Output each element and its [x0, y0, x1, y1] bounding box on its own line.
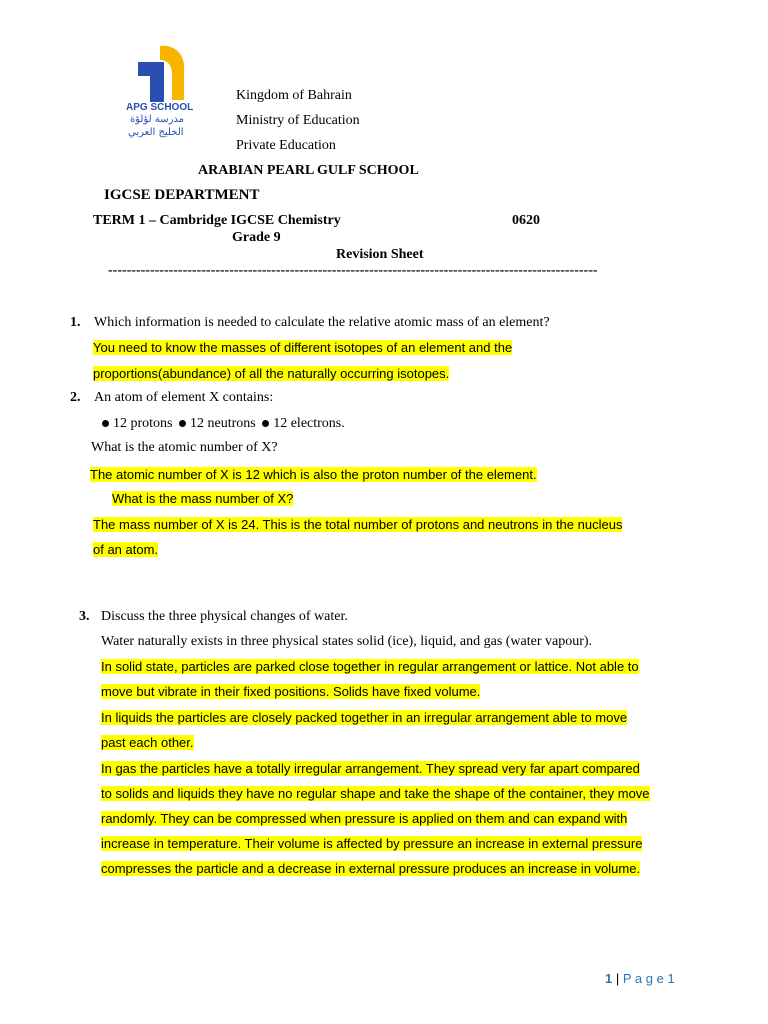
q3-answer-line: increase in temperature. Their volume is affected by pressure an increase in external pressure [101, 836, 643, 851]
q3-answer-line: move but vibrate in their fixed positions. Solids have fixed volume. [101, 684, 481, 699]
q2-sub-question-2: What is the mass number of X? [112, 491, 294, 506]
footer-separator: | [615, 971, 620, 986]
footer-page-label: P a g e 1 [622, 971, 675, 986]
logo-arabic-line1: مدرسة لؤلؤة [130, 114, 185, 125]
bullet-icon [179, 420, 186, 427]
header-divider: --------------------------------------------------------------------------------------------------------- [108, 263, 598, 278]
header-revision-sheet: Revision Sheet [336, 247, 424, 262]
header-grade: Grade 9 [232, 230, 281, 245]
footer-page-number: 1 [605, 971, 613, 986]
logo-arabic-line2: الخليج العربي [128, 127, 184, 138]
q1-answer-line1: You need to know the masses of different isotopes of an element and the [93, 340, 513, 355]
q2-bullet-list [102, 416, 345, 432]
bullet-icon [262, 420, 269, 427]
q3-answer-line: compresses the particle and a decrease in external pressure produces an increase in volume. [101, 861, 641, 876]
q1-question: Which information is needed to calculate the relative atomic mass of an element? [94, 315, 550, 330]
q3-answer-line: In liquids the particles are closely packed together in an irregular arrangement able to move [101, 710, 628, 725]
header-term: TERM 1 – Cambridge IGCSE Chemistry [93, 213, 341, 228]
q2-bullet-neutrons: 12 neutrons [190, 416, 256, 431]
school-logo [128, 42, 198, 142]
q2-answer-2-line1: The mass number of X is 24. This is the total number of protons and neutrons in the nucleus [93, 517, 623, 532]
q3-answer-line: past each other. [101, 735, 194, 750]
q2-answer-1: The atomic number of X is 12 which is also the proton number of the element. [90, 467, 537, 482]
q1-number: 1. [70, 315, 81, 330]
q1-answer-line2: proportions(abundance) of all the naturally occurring isotopes. [93, 366, 450, 381]
q3-answer-line: In solid state, particles are parked close together in regular arrangement or lattice. Not able to [101, 659, 639, 674]
header-ministry: Ministry of Education [236, 113, 360, 128]
q2-sub-question-1: What is the atomic number of X? [91, 440, 278, 455]
q2-number: 2. [70, 390, 81, 405]
bullet-icon [102, 420, 109, 427]
header-school-name: ARABIAN PEARL GULF SCHOOL [198, 163, 419, 178]
q3-answer-line: randomly. They can be compressed when pressure is applied on them and can expand with [101, 811, 628, 826]
q3-intro: Water naturally exists in three physical states solid (ice), liquid, and gas (water vapour). [101, 634, 593, 649]
page-footer [605, 971, 675, 986]
logo-school-name: APG SCHOOL [126, 102, 194, 113]
apg-logo-icon [128, 42, 198, 104]
q2-bullet-protons: 12 protons [113, 416, 173, 431]
q2-answer-2-line2: of an atom. [93, 542, 159, 557]
header-course-code: 0620 [512, 213, 540, 228]
q2-bullet-electrons: 12 electrons. [273, 416, 345, 431]
q2-question: An atom of element X contains: [94, 390, 274, 405]
header-kingdom: Kingdom of Bahrain [236, 88, 352, 103]
q3-number: 3. [79, 609, 90, 624]
q3-answer-line: In gas the particles have a totally irregular arrangement. They spread very far apart compared [101, 761, 640, 776]
q3-answer-line: to solids and liquids they have no regular shape and take the shape of the container, they move [101, 786, 650, 801]
header-department: IGCSE DEPARTMENT [104, 187, 260, 203]
header-private-education: Private Education [236, 138, 336, 153]
q3-question: Discuss the three physical changes of water. [101, 609, 348, 624]
